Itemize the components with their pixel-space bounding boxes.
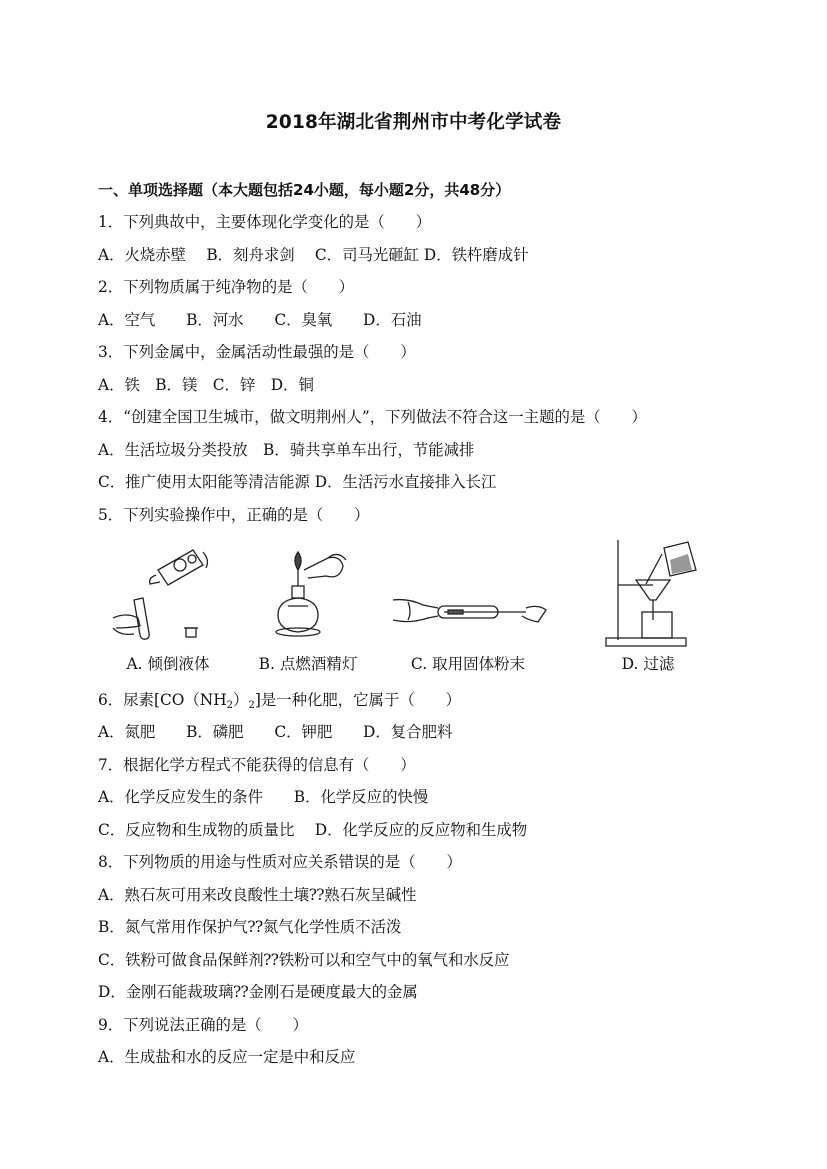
q6-stem-mid: ） — [233, 691, 249, 709]
figure-solid-powder — [388, 540, 548, 675]
question-3-options: A．铁 B．镁 C．锌 D．铜 — [98, 376, 314, 394]
section-heading: 一、单项选择题（本大题包括24小题，每小题2分，共48分） — [98, 181, 511, 199]
alcohol-lamp-illustration — [248, 540, 368, 650]
question-1-options: A．火烧赤壁 B．刻舟求剑 C．司马光砸缸 D．铁杵磨成针 — [98, 246, 529, 264]
question-6-options: A．氮肥 B．磷肥 C．钾肥 D．复合肥料 — [98, 723, 453, 741]
caption-d: D. 过滤 — [621, 655, 675, 673]
figure-pour-liquid — [108, 540, 228, 675]
question-6-stem — [98, 690, 461, 710]
question-7-options-cd: C．反应物和生成物的质量比 D．化学反应的反应物和生成物 — [98, 821, 528, 839]
question-8-option-c: C．铁粉可做食品保鲜剂⁇铁粉可以和空气中的氧气和水反应 — [98, 951, 510, 969]
q6-stem-prefix: 6．尿素[CO（NH — [98, 691, 227, 709]
question-2-stem: 2．下列物质属于纯净物的是（ ） — [98, 278, 355, 296]
question-9-stem: 9．下列说法正确的是（ ） — [98, 1016, 308, 1034]
question-4-options-ab: A．生活垃圾分类投放 B．骑共享单车出行，节能减排 — [98, 441, 475, 459]
q6-stem-sub: 2 — [226, 700, 234, 711]
solid-powder-illustration — [388, 540, 548, 650]
question-8-option-b: B．氮气常用作保护气⁇氮气化学性质不活泼 — [98, 918, 402, 936]
figure-filtration — [588, 540, 708, 675]
question-5-figures — [98, 540, 718, 675]
question-4-options-cd: C．推广使用太阳能等清洁能源 D．生活污水直接排入长江 — [98, 473, 497, 491]
question-9-option-a: A．生成盐和水的反应一定是中和反应 — [98, 1048, 356, 1066]
question-5-stem: 5．下列实验操作中，正确的是（ ） — [98, 506, 370, 524]
question-1-stem: 1．下列典故中，主要体现化学变化的是（ ） — [98, 213, 431, 231]
caption-c: C. 取用固体粉末 — [410, 655, 526, 673]
question-8-option-a: A．熟石灰可用来改良酸性土壤⁇熟石灰呈碱性 — [98, 886, 417, 904]
question-2-options: A．空气 B．河水 C．臭氧 D．石油 — [98, 311, 422, 329]
question-4-stem: 4．“创建全国卫生城市，做文明荆州人”，下列做法不符合这一主题的是（ ） — [98, 408, 647, 426]
question-3-stem: 3．下列金属中，金属活动性最强的是（ ） — [98, 343, 416, 361]
pour-liquid-illustration — [108, 540, 228, 650]
caption-a: A. 倾倒液体 — [126, 655, 210, 673]
q6-stem-sub2: 2 — [248, 700, 255, 711]
figure-alcohol-lamp — [248, 540, 368, 675]
question-8-option-d: D．金刚石能裁玻璃⁇金刚石是硬度最大的金属 — [98, 983, 418, 1001]
question-7-stem: 7．根据化学方程式不能获得的信息有（ ） — [98, 756, 416, 774]
caption-b: B. 点燃酒精灯 — [258, 655, 358, 673]
question-7-options-ab: A．化学反应发生的条件 B．化学反应的快慢 — [98, 788, 429, 806]
question-8-stem: 8．下列物质的用途与性质对应关系错误的是（ ） — [98, 853, 462, 871]
page-title: 2018年湖北省荆州市中考化学试卷 — [265, 112, 562, 133]
q6-stem-suffix: ]是一种化肥，它属于（ ） — [254, 691, 461, 709]
filtration-illustration — [588, 540, 708, 650]
